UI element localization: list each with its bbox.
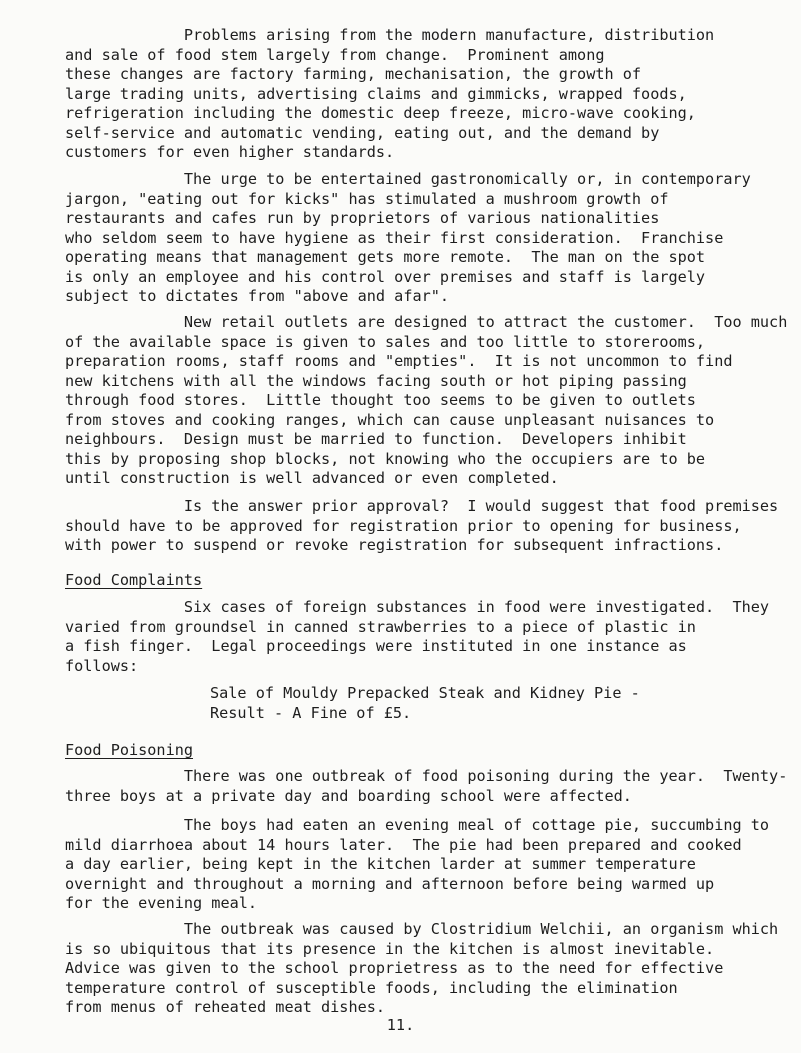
heading-food-poisoning: Food Poisoning <box>65 741 194 759</box>
paragraph-poisoning-outbreak: There was one outbreak of food poisoning during the year. Twenty- three boys at a private day and boarding school were affected. <box>65 767 788 805</box>
paragraph-prior-approval: Is the answer prior approval? I would suggest that food premises should have to be approved for registration prior to opening for business, with power to suspend or revoke registration for subsequent infractions. <box>65 497 779 554</box>
paragraph-clostridium: The outbreak was caused by Clostridium Welchii, an organism which is so ubiquitous that its presence in the kitchen is almost inevitable. Advice was given to the school proprietress as to the need for effective temperature control of susceptible foods, including the elimination from menus of reheated meat dishes. <box>65 920 779 1016</box>
paragraph-retail-outlets: New retail outlets are designed to attract the customer. Too much of the available space is given to sales and too little to storerooms, preparation rooms, staff rooms and "empties". It is not uncommon to find new kitchens with all the windows facing south or hot piping passing through food stores. Little thought too seems to be given to outlets from stoves and cooking ranges, which can cause unpleasant nuisances to neighbours. Design must be married to function. Developers inhibit this by proposing shop blocks, not knowing who the occupiers are to be until construction is well advanced or even completed. <box>65 313 788 487</box>
page-number: 11. <box>386 1016 415 1034</box>
heading-food-complaints: Food Complaints <box>65 571 203 589</box>
paragraph-cottage-pie: The boys had eaten an evening meal of cottage pie, succumbing to mild diarrhoea about 14 hours later. The pie had been prepared and cooked a day earlier, being kept in the kitchen larder at summer temperature overnight and throughout a morning and afternoon before being warmed up for the evening meal. <box>65 816 770 912</box>
paragraph-eating-out: The urge to be entertained gastronomically or, in contemporary jargon, "eating out for kicks" has stimulated a mushroom growth of restaurants and cafes run by proprietors of various nationalities who seldom seem to have hygiene as their first consideration. Franchise operating means that management gets more remote. The man on the spot is only an employee and his control over premises and staff is largely subject to dictates from "above and afar". <box>65 170 751 305</box>
paragraph-modern-manufacture: Problems arising from the modern manufacture, distribution and sale of food stem largely from change. Prominent among these changes are factory farming, mechanisation, the growth of large trading units, advertising claims and gimmicks, wrapped foods, refrigeration including the domestic deep freeze, micro-wave cooking, self-service and automatic vending, eating out, and the demand by customers for even higher standards. <box>65 26 715 161</box>
complaint-case: Sale of Mouldy Prepacked Steak and Kidney Pie - Result - A Fine of £5. <box>210 684 640 722</box>
paragraph-food-complaints: Six cases of foreign substances in food were investigated. They varied from groundsel in canned strawberries to a piece of plastic in a fish finger. Legal proceedings were instituted in one instance as follows: <box>65 598 770 675</box>
